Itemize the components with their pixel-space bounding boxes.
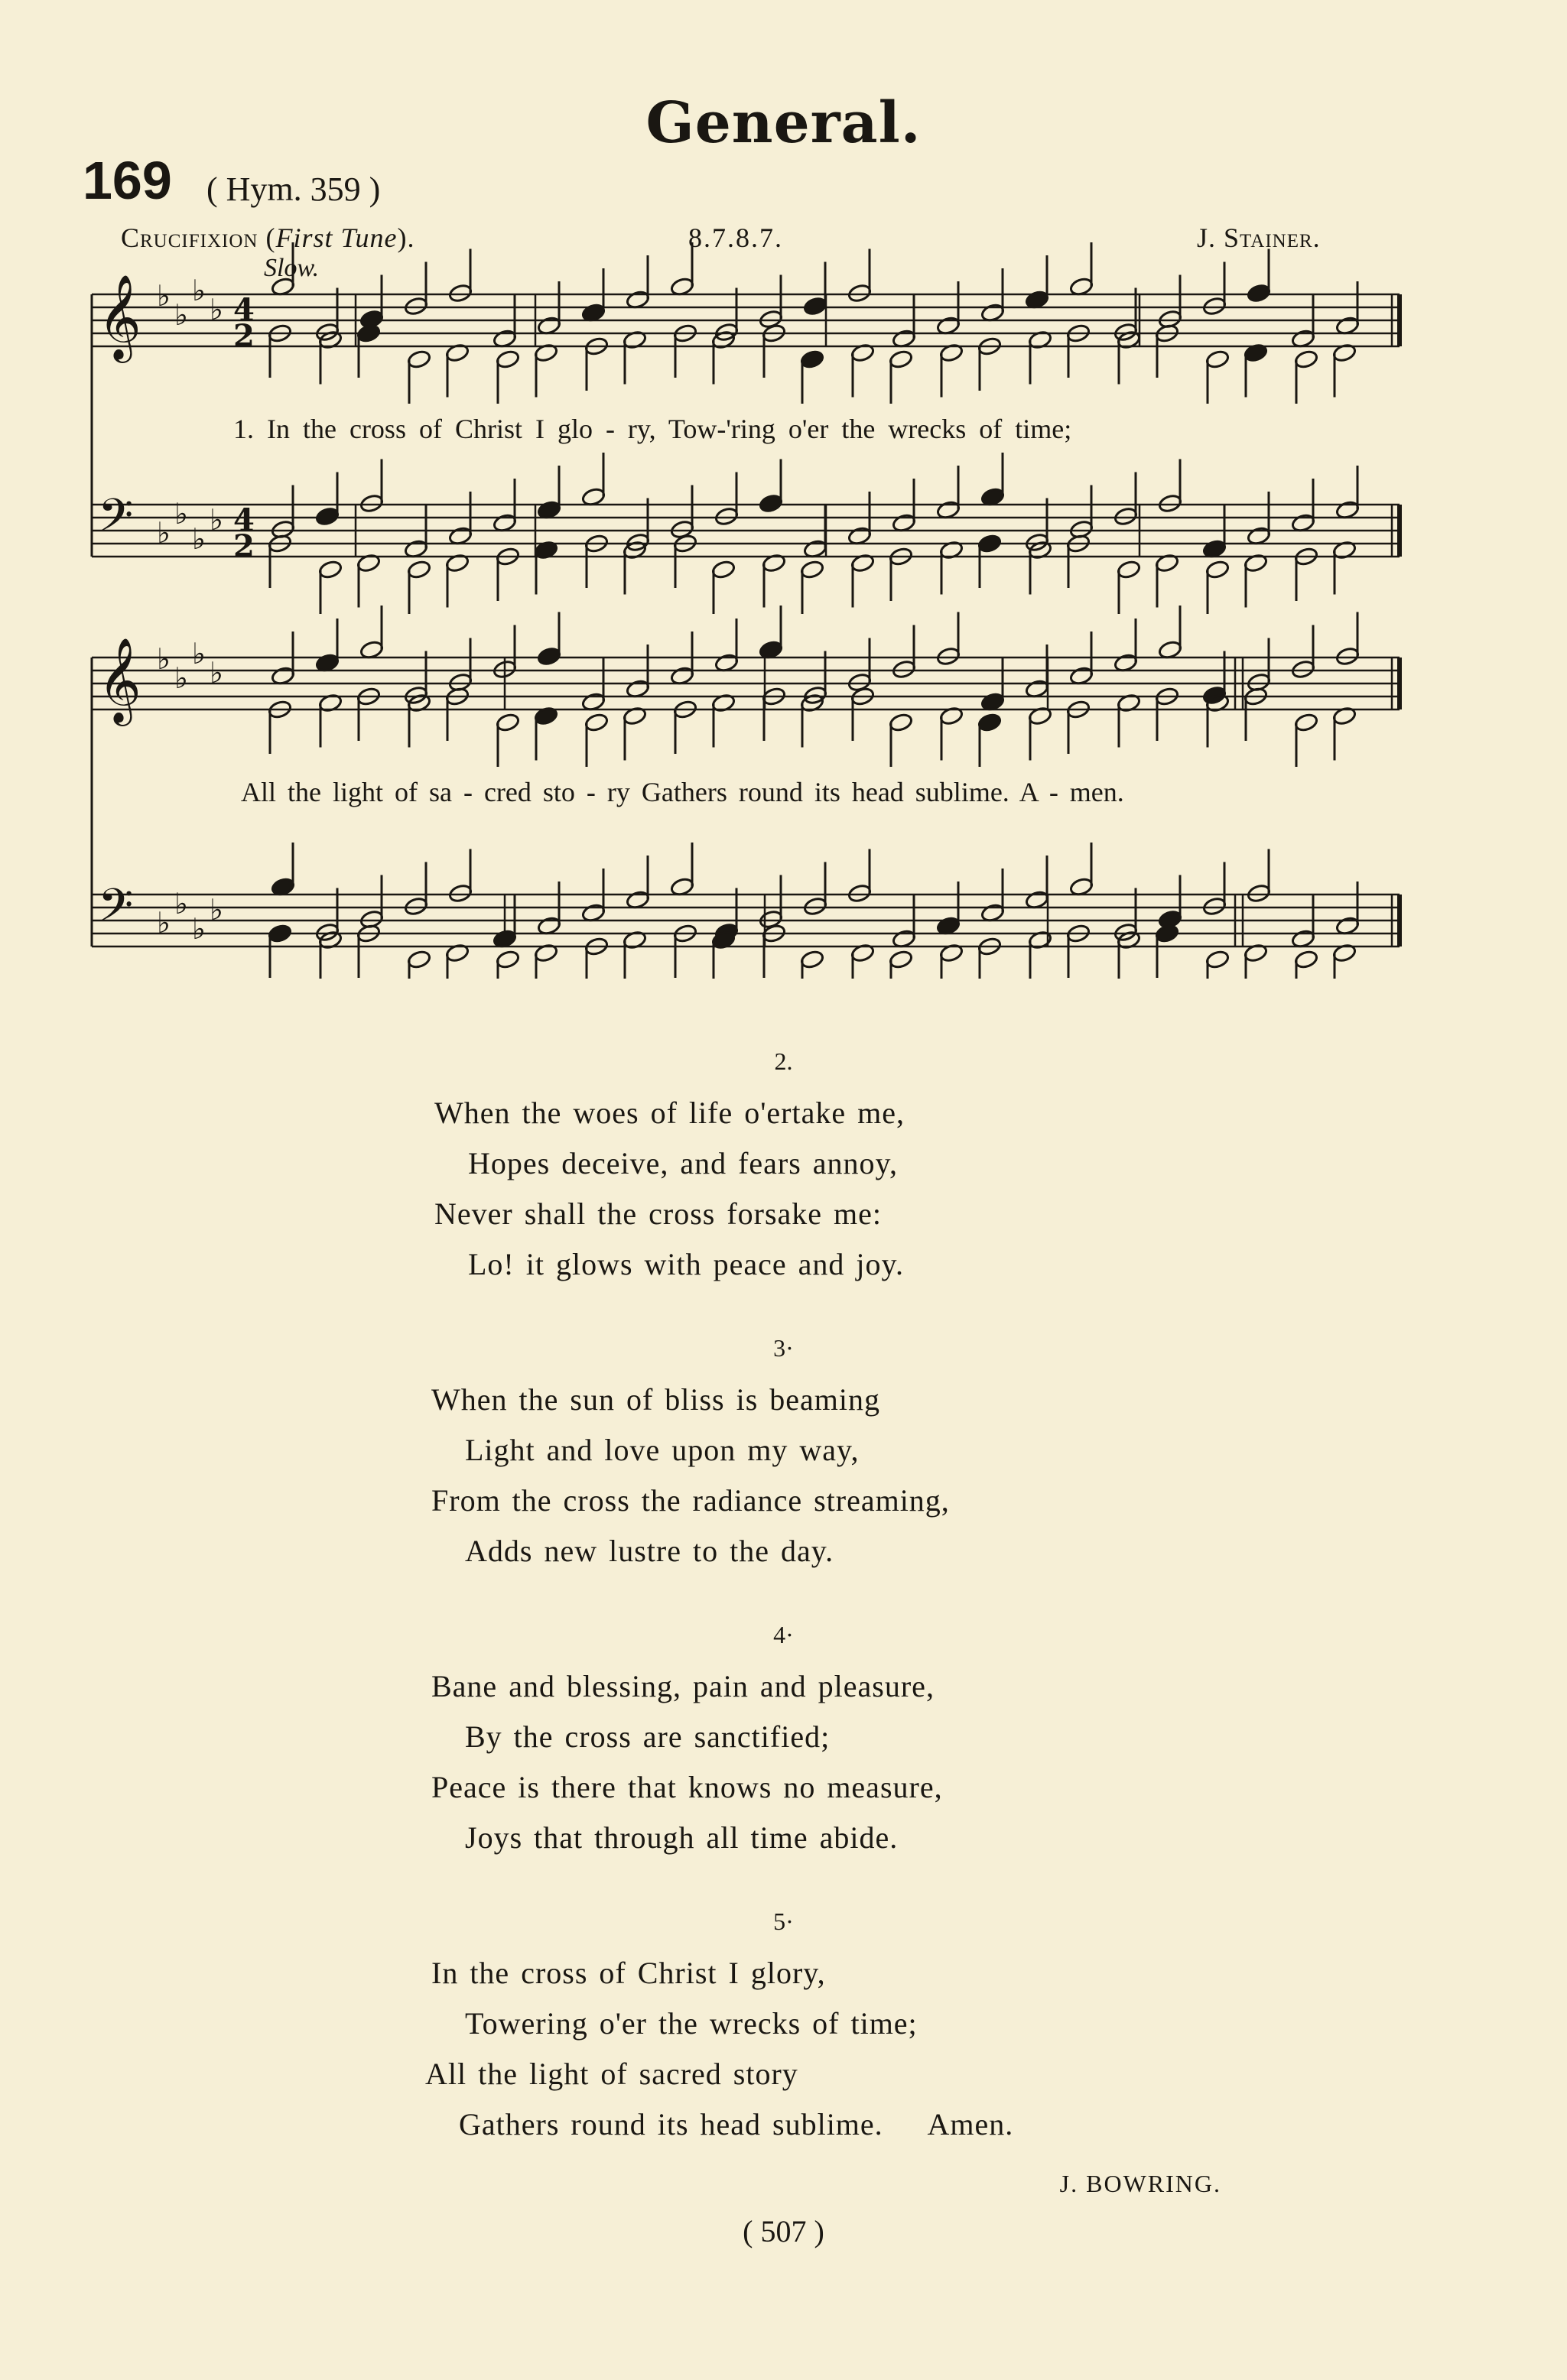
verse-number: 4·	[773, 1621, 794, 1648]
page-number: ( 507 )	[743, 2214, 824, 2248]
svg-text:♭: ♭	[192, 912, 206, 946]
verse-line: Light and love upon my way,	[465, 1433, 860, 1467]
verse-line: Gathers round its head sublime. Amen.	[459, 2107, 1014, 2141]
svg-text:𝄞: 𝄞	[98, 637, 141, 722]
verse-number: 2.	[774, 1047, 793, 1075]
verse-line: Lo! it glows with peace and joy.	[468, 1247, 904, 1281]
svg-text:♭: ♭	[174, 887, 188, 921]
svg-text:♭: ♭	[192, 637, 206, 670]
svg-text:𝄞: 𝄞	[98, 274, 141, 359]
verse-line: Hopes deceive, and fears annoy,	[468, 1146, 898, 1180]
svg-text:2: 2	[233, 318, 255, 354]
verse-line: Bane and blessing, pain and pleasure,	[431, 1669, 935, 1703]
lyric-line-2: All the light of sa - cred sto - ry Gathers round its head sublime. A - men.	[241, 777, 1124, 807]
verse-line: Towering o'er the wrecks of time;	[465, 2006, 918, 2041]
svg-text:♭: ♭	[157, 279, 171, 313]
verse-line: In the cross of Christ I glory,	[431, 1956, 826, 1990]
hymn-number: 169	[83, 151, 172, 210]
svg-text:4: 4	[233, 502, 255, 538]
verse-number: 5·	[773, 1908, 794, 1935]
svg-text:𝄢: 𝄢	[98, 878, 134, 943]
svg-text:♭: ♭	[157, 516, 171, 550]
verse-line: Never shall the cross forsake me:	[434, 1196, 883, 1231]
composer: J. Stainer.	[1197, 222, 1321, 253]
verse-line: When the woes of life o'ertake me,	[434, 1096, 905, 1130]
music-score	[0, 0, 1567, 979]
svg-text:𝄢: 𝄢	[98, 489, 134, 553]
verse-line: Joys that through all time abide.	[465, 1820, 899, 1855]
hymn-reference: ( Hym. 359 )	[206, 170, 381, 208]
tune-name-text: Crucifixion	[121, 222, 258, 253]
svg-text:♭: ♭	[210, 893, 223, 927]
svg-text:♭: ♭	[210, 503, 223, 537]
verse-number: 3·	[773, 1334, 794, 1362]
svg-text:♭: ♭	[192, 274, 206, 307]
svg-text:4: 4	[233, 292, 255, 328]
verse-line: Peace is there that knows no measure,	[431, 1770, 943, 1804]
verse-line: When the sun of bliss is beaming	[431, 1382, 881, 1417]
verse-line: From the cross the radiance streaming,	[431, 1483, 950, 1518]
svg-text:♭: ♭	[210, 293, 223, 326]
author: J. BOWRING.	[1059, 2170, 1221, 2197]
tune-note: First Tune	[275, 222, 398, 253]
verse-line: By the cross are sanctified;	[465, 1719, 831, 1754]
svg-text:♭: ♭	[157, 906, 171, 940]
svg-text:♭: ♭	[210, 656, 223, 690]
tune-name: Crucifixion (First Tune).	[121, 222, 415, 253]
svg-text:2: 2	[233, 528, 255, 564]
svg-text:♭: ♭	[174, 497, 188, 531]
svg-text:♭: ♭	[174, 661, 188, 695]
svg-text:♭: ♭	[192, 522, 206, 556]
verse-line: All the light of sacred story	[425, 2057, 798, 2091]
verse-line: Adds new lustre to the day.	[465, 1534, 834, 1568]
tempo-marking: Slow.	[264, 254, 320, 282]
section-title: General.	[645, 90, 922, 156]
lyric-line-1: 1. In the cross of Christ I glo - ry, Tow-'ring o'er the wrecks of time;	[233, 414, 1072, 444]
svg-text:♭: ♭	[174, 298, 188, 332]
meter: 8.7.8.7.	[688, 222, 783, 253]
svg-text:♭: ♭	[157, 642, 171, 676]
